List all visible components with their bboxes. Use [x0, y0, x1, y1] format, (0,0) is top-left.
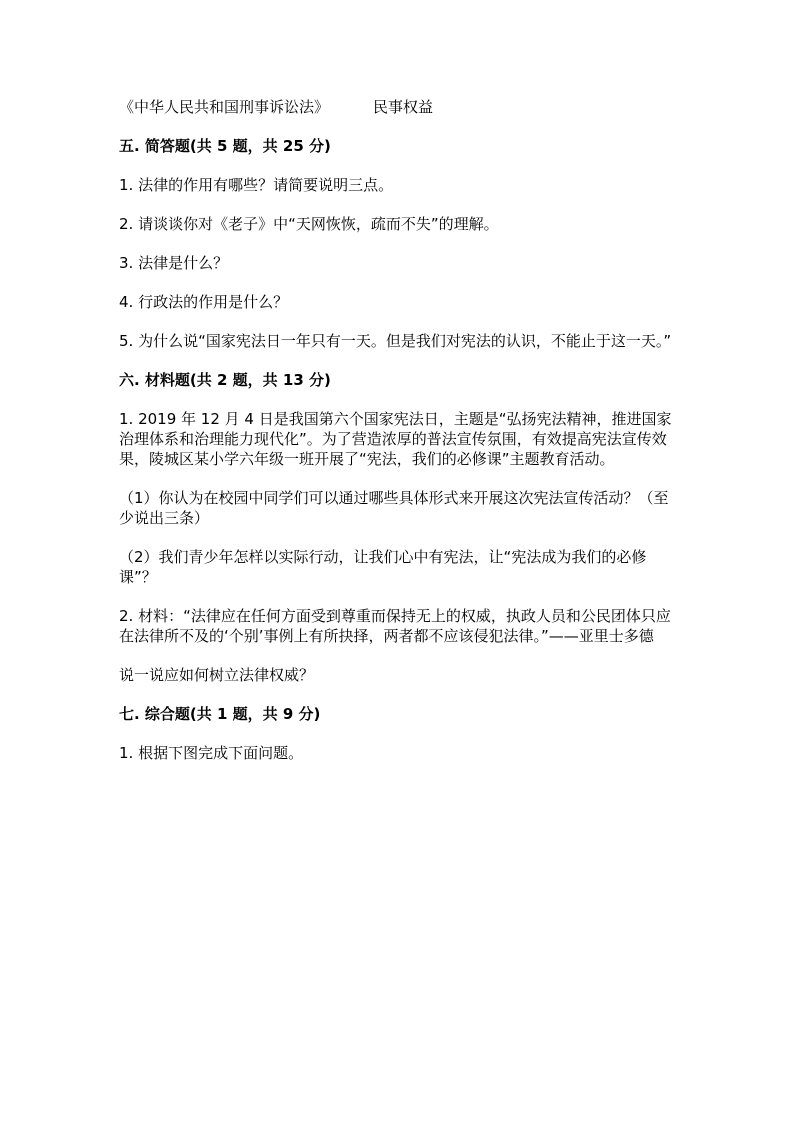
s7-question-1: 1. 根据下图完成下面问题。 — [119, 744, 304, 762]
s6-question-1: 1. 2019 年 12 月 4 日是我国第六个国家宪法日，主题是“弘扬宪法精神，推进国家治理体系和治理能力现代化”。为了营造浓厚的普法宣传氛围，有效提高宪法宣传效果，陵城区某小学六年级一班开展了“宪法，我们的必修课”主题教育活动。 — [119, 410, 672, 468]
s5-question-4: 4. 行政法的作用是什么？ — [119, 293, 289, 311]
s5-question-3: 3. 法律是什么？ — [119, 254, 229, 272]
s5-question-5: 5. 为什么说“国家宪法日一年只有一天。但是我们对宪法的认识，不能止于这一天。” — [119, 332, 672, 350]
section-5-title: 五. 简答题(共 5 题，共 25 分) — [119, 137, 331, 155]
section-6-title: 六. 材料题(共 2 题，共 13 分) — [119, 371, 331, 389]
s6-question-2: 2. 材料：“法律应在任何方面受到尊重而保持无上的权威，执政人员和公民团体只应在法律所不及的‘个别’事例上有所抉择，两者都不应该侵犯法律。”——亚里士多德 — [119, 607, 671, 645]
s6-q1-sub-1: （1）你认为在校园中同学们可以通过哪些具体形式来开展这次宪法宣传活动？（至少说出三条） — [119, 489, 669, 527]
s5-question-2: 2. 请谈谈你对《老子》中“天网恢恢，疏而不失”的理解。 — [119, 215, 499, 233]
document-content — [119, 96, 679, 782]
s5-question-1: 1. 法律的作用有哪些？请简要说明三点。 — [119, 176, 394, 194]
answer-right: 民事权益 — [373, 98, 434, 116]
answer-left: 《中华人民共和国刑事诉讼法》 — [119, 98, 330, 116]
section-7-title: 七. 综合题(共 1 题，共 9 分) — [119, 705, 321, 723]
s6-q2-prompt: 说一说应如何树立法律权威？ — [119, 666, 315, 684]
s6-q1-sub-2: （2）我们青少年怎样以实际行动，让我们心中有宪法，让“宪法成为我们的必修课”？ — [119, 548, 647, 586]
answer-line — [119, 96, 679, 117]
